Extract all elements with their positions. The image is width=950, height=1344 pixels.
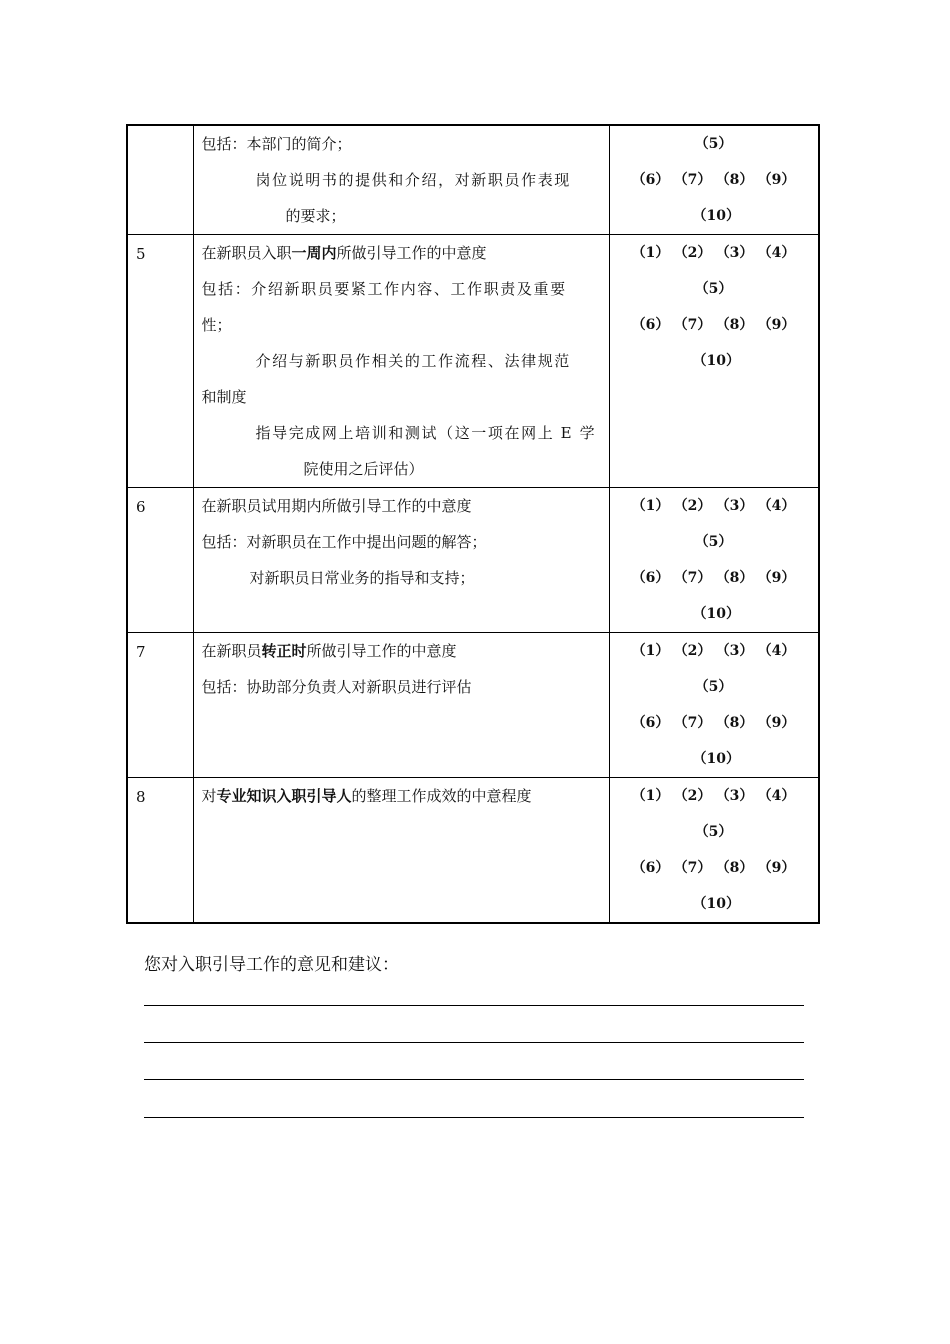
description-line: 院使用之后评估） — [303, 460, 424, 478]
description-line: 岗位说明书的提供和介绍，对新职员作表现 — [255, 171, 571, 189]
description-line: 包括：协助部分负责人对新职员进行评估 — [201, 678, 472, 696]
rating-option-5 — [610, 126, 818, 162]
row-number: 5 — [127, 235, 193, 488]
rating-option[interactable]: （10） — [692, 606, 740, 622]
table-row — [127, 125, 819, 235]
row-description — [193, 125, 609, 235]
rating-option[interactable]: （4） — [757, 788, 796, 804]
row-description — [193, 235, 609, 488]
rating-option[interactable]: （9） — [757, 570, 796, 586]
rating-options — [609, 125, 819, 235]
table-row — [127, 778, 819, 924]
rating-option[interactable]: （1） — [631, 245, 670, 261]
rating-option[interactable]: （10） — [692, 751, 740, 767]
rating-options — [609, 633, 819, 778]
feedback-blank-line[interactable] — [144, 1005, 804, 1006]
row-title: 在新职员入职一周内所做引导工作的中意度 — [201, 244, 487, 262]
table-row — [127, 488, 819, 633]
rating-option[interactable]: （9） — [757, 715, 796, 731]
survey-table — [126, 124, 820, 924]
description-line: 和制度 — [201, 388, 247, 406]
description-line: 介绍与新职员作相关的工作流程、法律规范 — [255, 352, 571, 370]
rating-option[interactable]: （2） — [673, 788, 712, 804]
table-row — [127, 235, 819, 488]
rating-option[interactable]: （3） — [715, 498, 754, 514]
rating-option[interactable]: （10） — [692, 896, 740, 912]
row-number — [127, 125, 193, 235]
rating-option[interactable]: （7） — [673, 172, 712, 188]
rating-option[interactable]: （7） — [673, 570, 712, 586]
row-title: 在新职员转正时所做引导工作的中意度 — [201, 642, 457, 660]
description-line: 的要求； — [285, 207, 346, 225]
rating-option[interactable]: （5） — [694, 679, 733, 695]
rating-option[interactable]: （7） — [673, 715, 712, 731]
description-line: 对新职员日常业务的指导和支持； — [249, 569, 475, 587]
rating-option[interactable]: （10） — [692, 353, 740, 369]
rating-option[interactable]: （8） — [715, 570, 754, 586]
row-description — [193, 633, 609, 778]
rating-option[interactable]: （5） — [694, 824, 733, 840]
rating-option[interactable]: （3） — [715, 788, 754, 804]
description-line: 性； — [201, 316, 232, 334]
row-number: 7 — [127, 633, 193, 778]
rating-option[interactable]: （8） — [715, 317, 754, 333]
rating-option[interactable]: （9） — [757, 317, 796, 333]
rating-option[interactable]: （1） — [631, 643, 670, 659]
rating-option[interactable]: （5） — [694, 281, 733, 297]
row-title: 对专业知识入职引导人的整理工作成效的中意程度 — [201, 787, 532, 805]
row-description — [193, 488, 609, 633]
rating-option[interactable]: （6） — [631, 570, 670, 586]
rating-option[interactable]: （4） — [757, 498, 796, 514]
row-number: 8 — [127, 778, 193, 924]
description-line: 包括：本部门的简介； — [201, 135, 352, 153]
feedback-label: 您对入职引导工作的意见和建议： — [144, 955, 399, 975]
rating-option[interactable]: （7） — [673, 860, 712, 876]
rating-option[interactable]: （9） — [757, 860, 796, 876]
rating-option[interactable]: （3） — [715, 245, 754, 261]
row-title: 在新职员试用期内所做引导工作的中意度 — [201, 497, 472, 515]
rating-option[interactable]: （4） — [757, 643, 796, 659]
rating-option[interactable]: （5） — [694, 136, 733, 152]
rating-option[interactable]: （8） — [715, 172, 754, 188]
rating-option[interactable]: （6） — [631, 172, 670, 188]
rating-option[interactable]: （6） — [631, 715, 670, 731]
feedback-blank-line[interactable] — [144, 1079, 804, 1080]
rating-option[interactable]: （6） — [631, 317, 670, 333]
table-row — [127, 633, 819, 778]
rating-option[interactable]: （1） — [631, 498, 670, 514]
rating-option[interactable]: （10） — [692, 208, 740, 224]
rating-options — [609, 488, 819, 633]
feedback-blank-line[interactable] — [144, 1042, 804, 1043]
rating-options — [609, 235, 819, 488]
description-line: 包括：对新职员在工作中提出问题的解答； — [201, 533, 487, 551]
rating-option[interactable]: （6） — [631, 860, 670, 876]
rating-option[interactable]: （2） — [673, 245, 712, 261]
rating-option[interactable]: （7） — [673, 317, 712, 333]
rating-option[interactable]: （2） — [673, 498, 712, 514]
description-line: 包括：介绍新职员要紧工作内容、工作职责及重要 — [201, 280, 567, 298]
rating-option[interactable]: （4） — [757, 245, 796, 261]
rating-options — [609, 778, 819, 924]
rating-option[interactable]: （2） — [673, 643, 712, 659]
row-number: 6 — [127, 488, 193, 633]
rating-option[interactable]: （9） — [757, 172, 796, 188]
description-line: 指导完成网上培训和测试（这一项在网上 E 学 — [255, 424, 597, 442]
rating-option[interactable]: （8） — [715, 715, 754, 731]
rating-option[interactable]: （3） — [715, 643, 754, 659]
rating-option[interactable]: （1） — [631, 788, 670, 804]
rating-option[interactable]: （5） — [694, 534, 733, 550]
rating-option[interactable]: （8） — [715, 860, 754, 876]
feedback-blank-line[interactable] — [144, 1117, 804, 1118]
row-description — [193, 778, 609, 924]
